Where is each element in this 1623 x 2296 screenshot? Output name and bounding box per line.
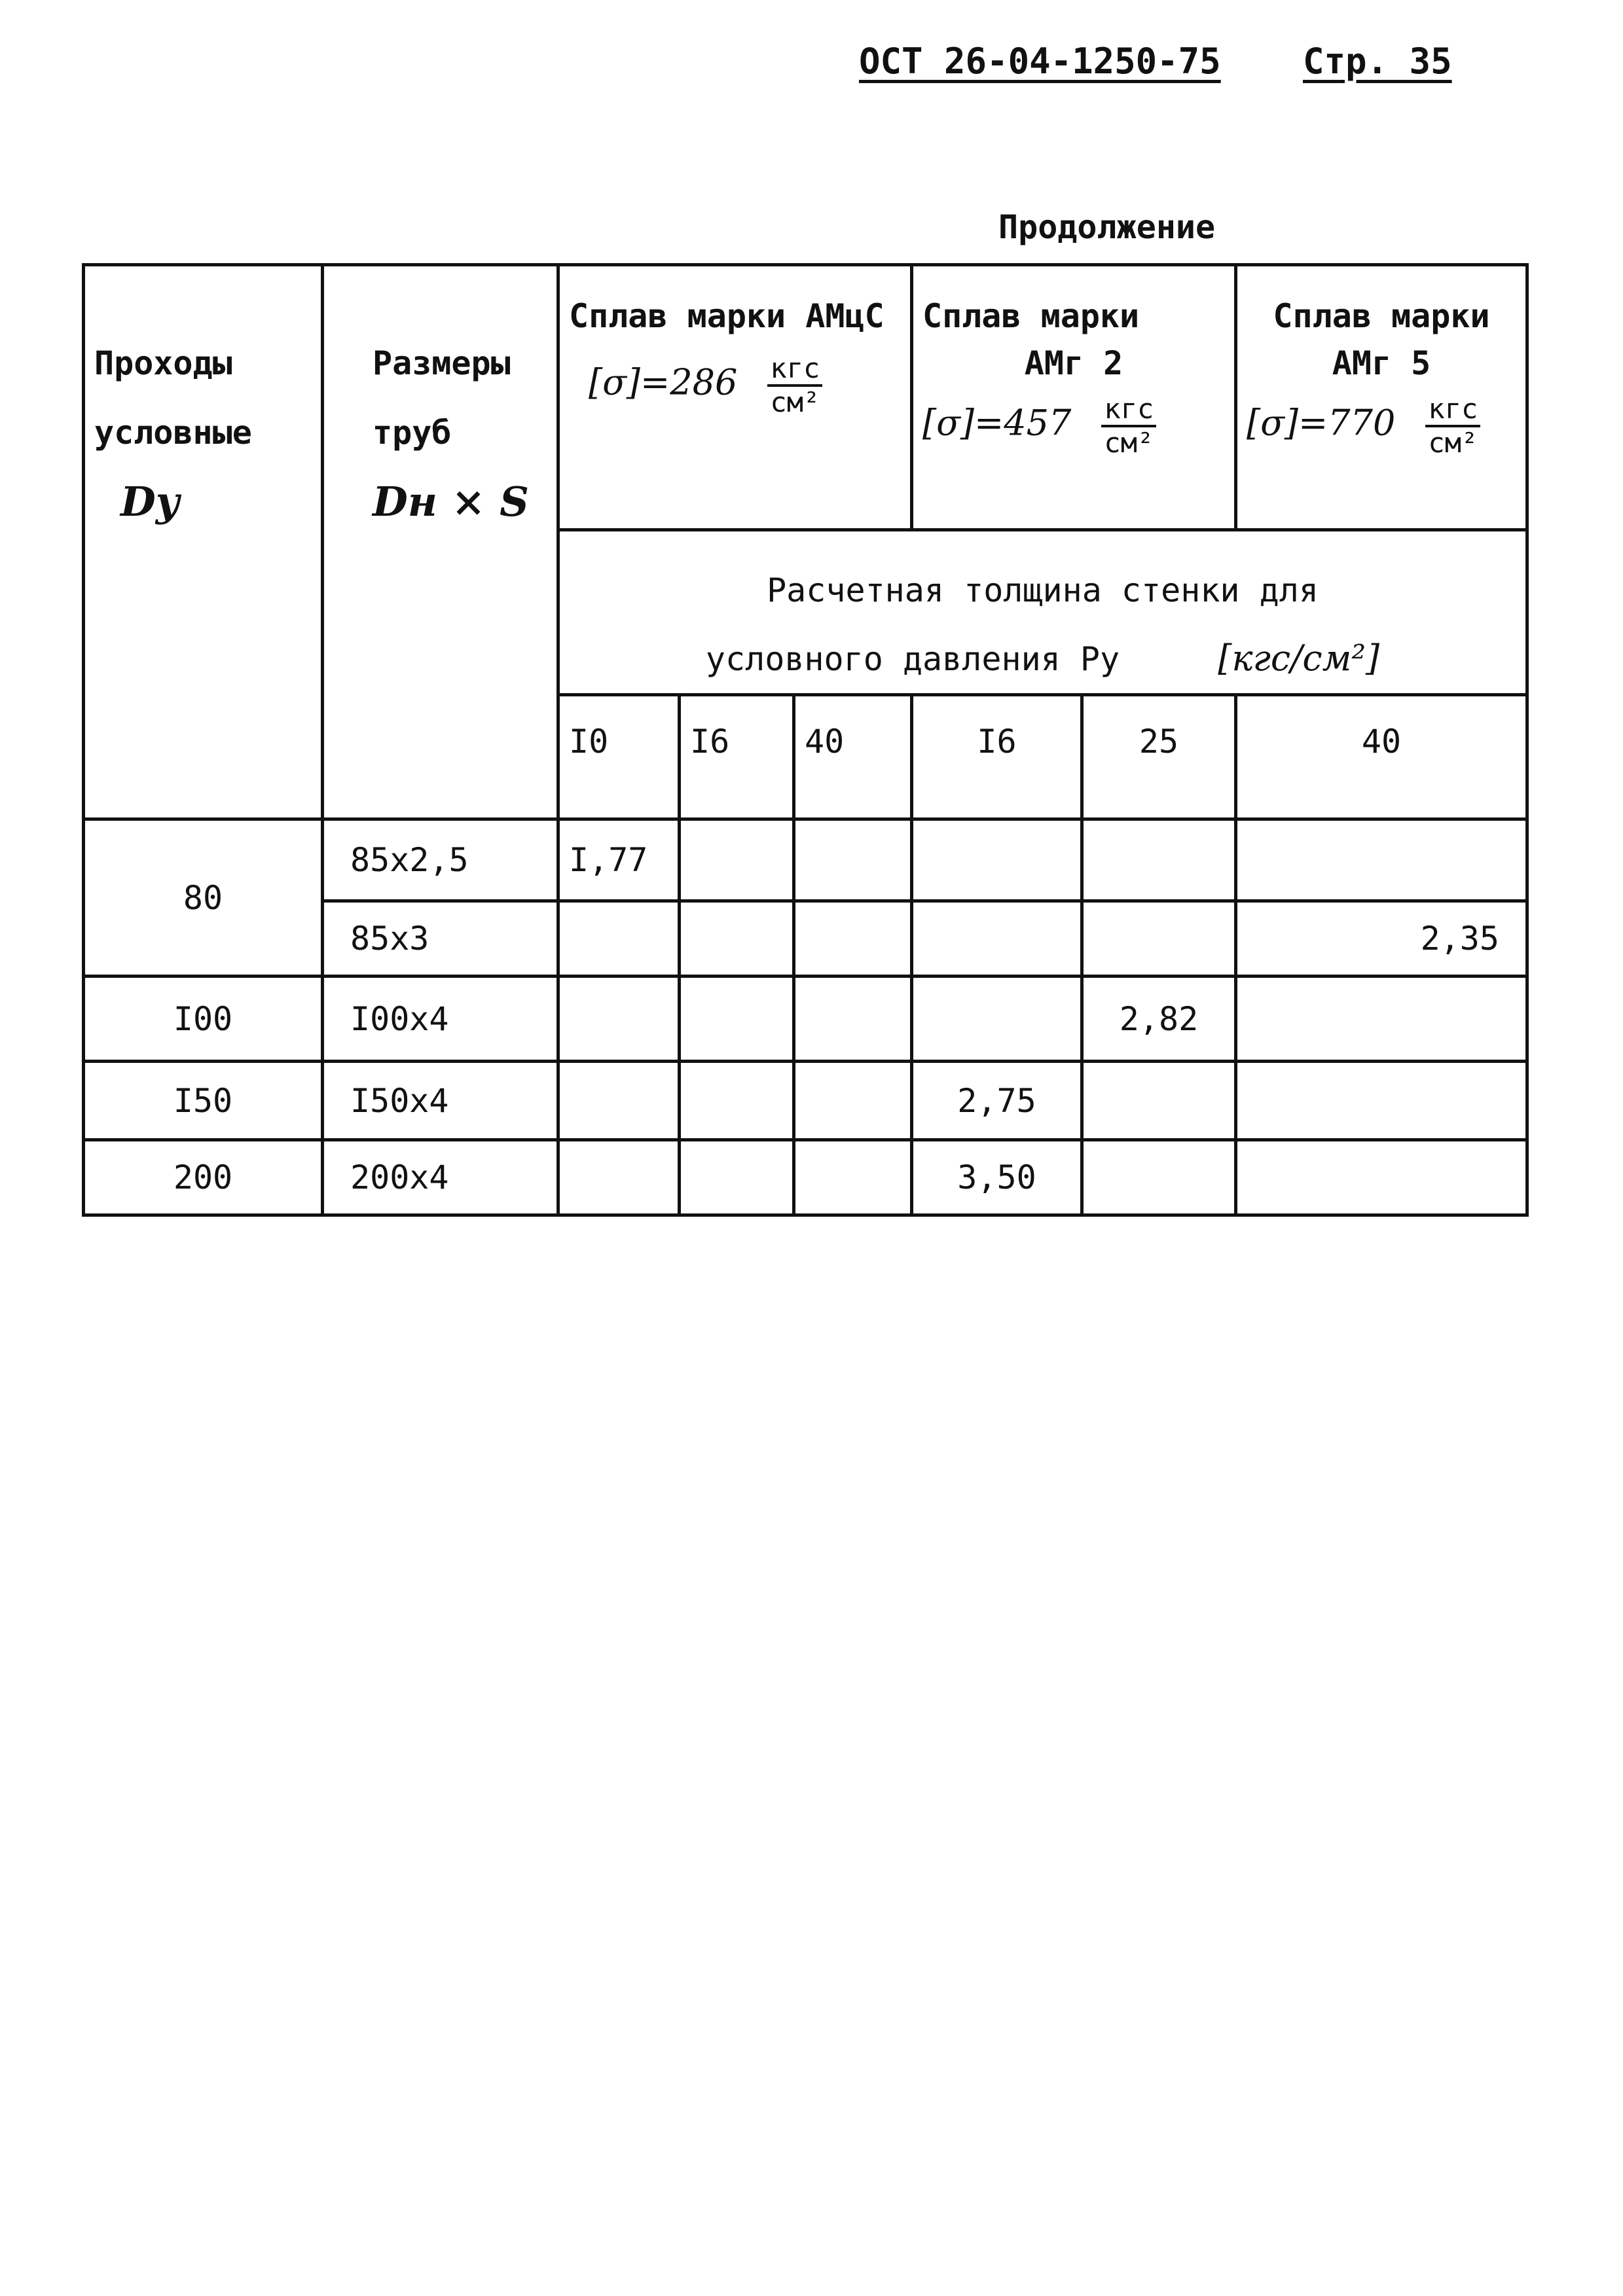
value-cell xyxy=(794,819,912,901)
value-cell xyxy=(912,819,1082,901)
value-cell: 2,82 xyxy=(1082,977,1236,1062)
alloy-amcs-unit xyxy=(767,353,822,418)
alloy-amg5 xyxy=(1236,265,1527,530)
value-cell xyxy=(558,901,680,977)
alloy-amg2-name-line1: Сплав марки xyxy=(922,297,1140,335)
alloy-amg5-unit-den: см² xyxy=(1428,427,1478,459)
value-cell: 2,75 xyxy=(912,1062,1082,1140)
header-nominal-passage xyxy=(84,265,323,819)
alloy-amcs-stress-row xyxy=(569,353,901,418)
size-cell: I50х4 xyxy=(323,1062,558,1140)
value-cell xyxy=(558,1062,680,1140)
pressure-amg2-16: I6 xyxy=(912,695,1082,819)
value-cell xyxy=(558,977,680,1062)
value-cell xyxy=(1082,819,1236,901)
continuation-label: Продолжение xyxy=(998,208,1216,246)
pressure-amcs-40: 40 xyxy=(794,695,912,819)
alloy-amg5-stress-row xyxy=(1247,393,1516,459)
value-cell xyxy=(1082,1140,1236,1215)
alloy-amg2-name-line2: АМг 2 xyxy=(1024,344,1123,382)
value-cell xyxy=(912,977,1082,1062)
calc-thickness-text: условного давления Ру xyxy=(705,640,1120,678)
alloy-amg2-unit xyxy=(1101,393,1156,459)
page-header xyxy=(851,41,1453,93)
alloy-amcs-stress: [σ]=286 xyxy=(589,361,738,403)
header-pipe-size-line2: труб xyxy=(373,414,452,452)
value-cell xyxy=(1236,1062,1527,1140)
alloy-amg2 xyxy=(912,265,1236,530)
alloy-amg5-stress: [σ]=770 xyxy=(1247,402,1396,444)
header-dn-s-symbol: Dн × S xyxy=(373,478,529,526)
alloy-amg5-unit-num: кгс xyxy=(1425,393,1480,427)
value-cell xyxy=(680,977,794,1062)
size-cell: 85х3 xyxy=(323,901,558,977)
alloy-amg5-unit xyxy=(1425,393,1480,459)
table-row xyxy=(84,977,1527,1062)
pressure-amcs-10: I0 xyxy=(558,695,680,819)
alloy-amg2-unit-den: см² xyxy=(1104,427,1154,459)
pressure-amcs-16: I6 xyxy=(680,695,794,819)
value-cell xyxy=(680,819,794,901)
table-row xyxy=(84,819,1527,901)
header-dy-symbol: Dу xyxy=(120,478,180,526)
wall-thickness-table xyxy=(82,263,1529,1217)
header-nominal-passage-line1: Проходы xyxy=(94,344,232,382)
table-row xyxy=(84,1140,1527,1215)
pressure-amg5-40: 40 xyxy=(1236,695,1527,819)
size-cell: 85х2,5 xyxy=(323,819,558,901)
pressure-amg2-25: 25 xyxy=(1082,695,1236,819)
value-cell: I,77 xyxy=(558,819,680,901)
document-code: ОСТ 26-04-1250-75 xyxy=(859,41,1221,82)
dy-cell: I50 xyxy=(84,1062,323,1140)
value-cell xyxy=(794,977,912,1062)
alloy-amcs xyxy=(558,265,912,530)
calc-thickness-header xyxy=(558,530,1527,695)
value-cell xyxy=(794,901,912,977)
value-cell xyxy=(680,901,794,977)
header-pipe-size-line1: Размеры xyxy=(373,344,511,382)
alloy-amg2-stress: [σ]=457 xyxy=(922,402,1072,444)
value-cell xyxy=(794,1062,912,1140)
alloy-amg2-stress-row xyxy=(922,393,1225,459)
table-header-row-1 xyxy=(84,265,1527,530)
table-row xyxy=(84,1062,1527,1140)
alloy-amg5-name-line2: АМг 5 xyxy=(1332,344,1431,382)
calc-thickness-unit: [кгс/см²] xyxy=(1218,637,1380,679)
value-cell xyxy=(680,1062,794,1140)
dy-cell: I00 xyxy=(84,977,323,1062)
dy-cell: 200 xyxy=(84,1140,323,1215)
size-cell: I00х4 xyxy=(323,977,558,1062)
value-cell xyxy=(912,901,1082,977)
alloy-amg5-name-line1: Сплав марки xyxy=(1273,297,1490,335)
value-cell xyxy=(680,1140,794,1215)
alloy-amg2-unit-num: кгс xyxy=(1101,393,1156,427)
size-cell: 200х4 xyxy=(323,1140,558,1215)
page-number: Стр. 35 xyxy=(1303,41,1452,82)
value-cell xyxy=(1082,901,1236,977)
value-cell: 2,35 xyxy=(1236,901,1527,977)
alloy-amcs-unit-num: кгс xyxy=(767,353,822,387)
calc-thickness-line1: Расчетная толщина стенки для xyxy=(767,571,1319,609)
header-nominal-passage-line2: условные xyxy=(94,414,252,452)
value-cell: 3,50 xyxy=(912,1140,1082,1215)
alloy-amcs-name: Сплав марки АМцС xyxy=(569,297,884,335)
value-cell xyxy=(1236,977,1527,1062)
value-cell xyxy=(558,1140,680,1215)
value-cell xyxy=(1236,1140,1527,1215)
value-cell xyxy=(794,1140,912,1215)
value-cell xyxy=(1082,1062,1236,1140)
alloy-amcs-unit-den: см² xyxy=(770,386,820,418)
calc-thickness-line2 xyxy=(569,624,1516,693)
header-pipe-size xyxy=(323,265,558,819)
value-cell xyxy=(1236,819,1527,901)
dy-cell: 80 xyxy=(84,819,323,977)
